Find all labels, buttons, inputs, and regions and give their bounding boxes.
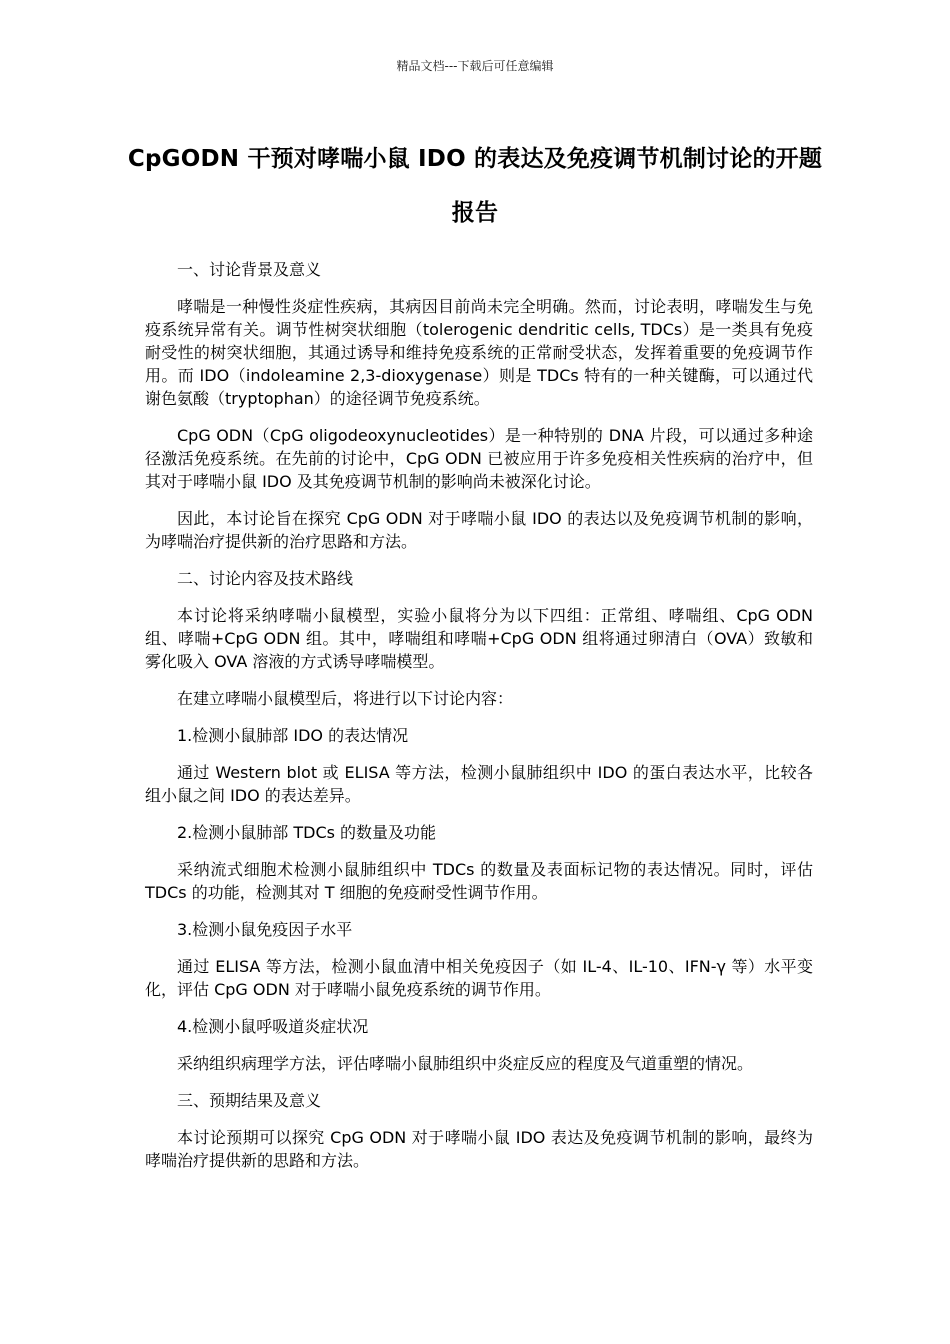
subheading-immune-factors: 3.检测小鼠免疫因子水平 xyxy=(177,920,353,939)
section-heading-background: 一、讨论背景及意义 xyxy=(177,260,322,279)
paragraph: CpG ODN（CpG oligodeoxynucleotides）是一种特别的 DNA 片段，可以通过多种途径激活免疫系统。在先前的讨论中，CpG ODN 已被应用于许多免疫相关性疾病的治疗中，但其对于哮喘小鼠 IDO 及其免疫调节机制的影响尚未被深化讨论。 xyxy=(145,426,813,491)
paragraph: 本讨论将采纳哮喘小鼠模型，实验小鼠将分为以下四组：正常组、哮喘组、CpG ODN 组、哮喘+CpG ODN 组。其中，哮喘组和哮喘+CpG ODN 组将通过卵清白（OVA）致敏和雾化吸入 OVA 溶液的方式诱导哮喘模型。 xyxy=(145,606,813,671)
paragraph: 通过 Western blot 或 ELISA 等方法，检测小鼠肺组织中 IDO 的蛋白表达水平，比较各组小鼠之间 IDO 的表达差异。 xyxy=(145,763,813,805)
paragraph: 在建立哮喘小鼠模型后，将进行以下讨论内容： xyxy=(177,689,514,708)
subheading-inflammation: 4.检测小鼠呼吸道炎症状况 xyxy=(177,1017,369,1036)
document-title: CpGODN 干预对哮喘小鼠 IDO 的表达及免疫调节机制讨论的开题报告 xyxy=(127,146,823,226)
document-body xyxy=(145,258,813,1186)
section-heading-results: 三、预期结果及意义 xyxy=(177,1091,322,1110)
paragraph: 哮喘是一种慢性炎症性疾病，其病因目前尚未完全明确。然而，讨论表明，哮喘发生与免疫系统异常有关。调节性树突状细胞（tolerogenic dendritic cells, TDCs）是一类具有免疫耐受性的树突状细胞，其通过诱导和维持免疫系统的正常耐受状态，发挥着重要的免疫调节作用。而 IDO（indoleamine 2,3-dioxygenase）则是 TDCs 特有的一种关键酶，可以通过代谢色氨酸（tryptophan）的途径调节免疫系统。 xyxy=(145,297,813,408)
paragraph: 采纳流式细胞术检测小鼠肺组织中 TDCs 的数量及表面标记物的表达情况。同时，评估 TDCs 的功能，检测其对 T 细胞的免疫耐受性调节作用。 xyxy=(145,860,813,902)
header-note: 精品文档---下载后可任意编辑 xyxy=(396,59,554,73)
subheading-ido: 1.检测小鼠肺部 IDO 的表达情况 xyxy=(177,726,409,745)
paragraph: 本讨论预期可以探究 CpG ODN 对于哮喘小鼠 IDO 表达及免疫调节机制的影响，最终为哮喘治疗提供新的思路和方法。 xyxy=(145,1128,813,1170)
subheading-tdcs: 2.检测小鼠肺部 TDCs 的数量及功能 xyxy=(177,823,437,842)
paragraph: 采纳组织病理学方法，评估哮喘小鼠肺组织中炎症反应的程度及气道重塑的情况。 xyxy=(177,1054,754,1073)
paragraph: 因此，本讨论旨在探究 CpG ODN 对于哮喘小鼠 IDO 的表达以及免疫调节机制的影响，为哮喘治疗提供新的治疗思路和方法。 xyxy=(145,509,813,551)
paragraph: 通过 ELISA 等方法，检测小鼠血清中相关免疫因子（如 IL-4、IL-10、IFN-γ 等）水平变化，评估 CpG ODN 对于哮喘小鼠免疫系统的调节作用。 xyxy=(145,957,813,999)
section-heading-content: 二、讨论内容及技术路线 xyxy=(177,569,354,588)
